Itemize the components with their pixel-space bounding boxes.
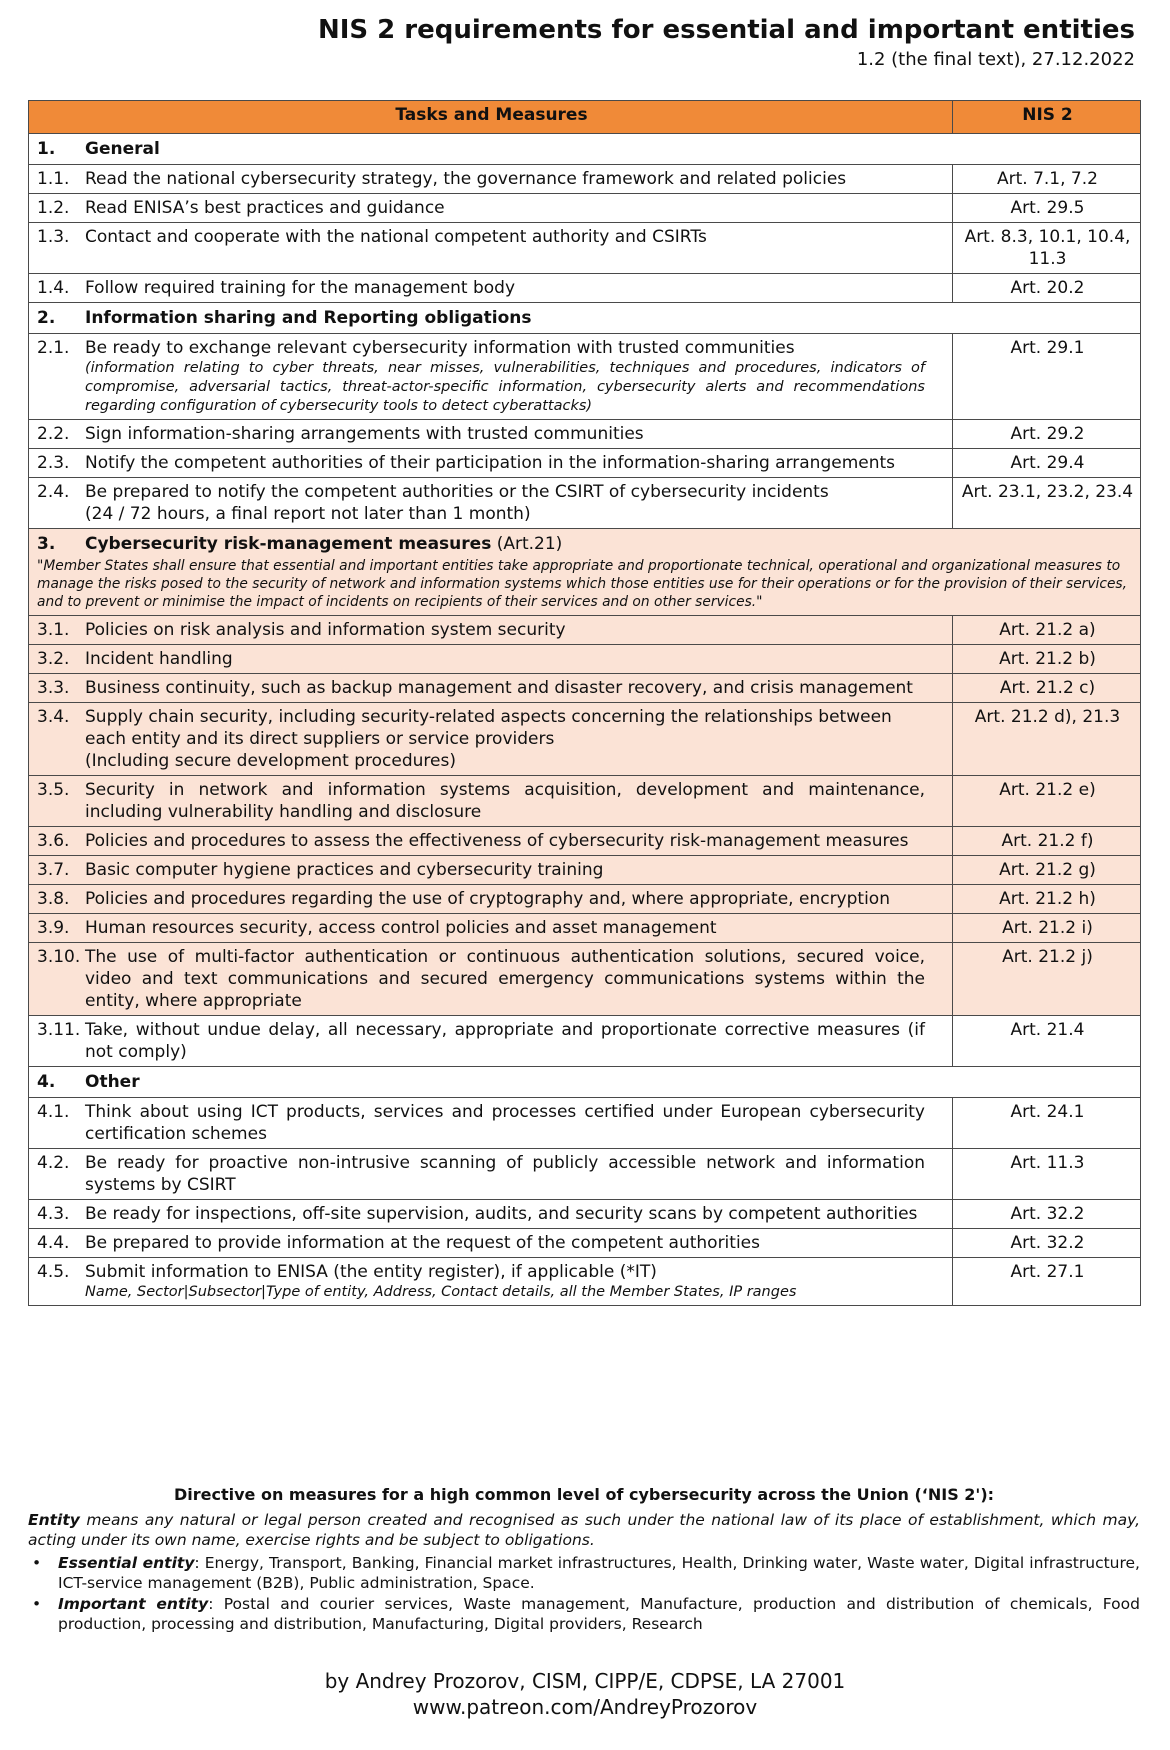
entity-term: Entity	[28, 1511, 80, 1529]
article-ref: Art. 20.2	[953, 274, 1141, 303]
row-number: 3.5.	[37, 780, 70, 800]
row-text: Be ready to exchange relevant cybersecurity information with trusted communities	[85, 338, 795, 358]
row-number: 3.7.	[37, 860, 70, 880]
essential-definition: : Energy, Transport, Banking, Financial market infrastructures, Health, Drinking water, Waste water, Digital infrastructure, ICT-service management (B2B), Public administration, Space.	[58, 1554, 1140, 1592]
article-ref: Art. 21.2 c)	[953, 674, 1141, 703]
section-ref: (Art.21)	[491, 534, 563, 554]
row-number: 4.2.	[37, 1153, 70, 1173]
author-url: www.patreon.com/AndreyProzorov	[412, 1695, 758, 1719]
article-ref: Art. 29.4	[953, 449, 1141, 478]
row-number: 1.4.	[37, 278, 70, 298]
row-number: 1.2.	[37, 198, 70, 218]
row-number: 4.5.	[37, 1262, 70, 1282]
table-row	[29, 616, 1141, 645]
important-term: Important entity	[58, 1595, 209, 1613]
article-ref: Art. 21.2 j)	[953, 943, 1141, 1016]
article-ref: Art. 29.2	[953, 420, 1141, 449]
essential-term: Essential entity	[58, 1554, 195, 1572]
table-row	[29, 1258, 1141, 1306]
article-ref: Art. 24.1	[953, 1098, 1141, 1149]
entity-types-list	[28, 1553, 1140, 1635]
section-header-other	[29, 1067, 1141, 1098]
row-text: Incident handling	[85, 649, 233, 669]
row-text: Policies and procedures to assess the effectiveness of cybersecurity risk-management measures	[85, 831, 909, 851]
table-row	[29, 478, 1141, 529]
table-row	[29, 274, 1141, 303]
row-text-line1: Supply chain security, including security-related aspects concerning the relationships between each entity and its direct suppliers or service providers	[85, 707, 892, 749]
table-row	[29, 1098, 1141, 1149]
article-ref: Art. 32.2	[953, 1200, 1141, 1229]
row-text: Think about using ICT products, services and processes certified under European cybersecurity certification schemes	[85, 1102, 925, 1144]
section-number: 1.	[37, 139, 56, 159]
list-item-important	[28, 1594, 1140, 1634]
table-row	[29, 420, 1141, 449]
article-ref: Art. 32.2	[953, 1229, 1141, 1258]
bullet-icon: •	[32, 1595, 42, 1613]
row-number: 3.3.	[37, 678, 70, 698]
requirements-table	[28, 100, 1141, 1306]
row-number: 2.2.	[37, 424, 70, 444]
section-number: 3.	[37, 534, 56, 554]
directive-title: Directive on measures for a high common level of cybersecurity across the Union (‘NIS 2'):	[173, 1485, 995, 1504]
section-title: Cybersecurity risk-management measures	[85, 534, 492, 554]
article-ref: Art. 21.2 d), 21.3	[953, 703, 1141, 776]
row-number: 2.1.	[37, 338, 70, 358]
article-ref: Art. 27.1	[953, 1258, 1141, 1306]
section-title: Information sharing and Reporting obligations	[85, 308, 532, 328]
row-text-line2: (Including secure development procedures)	[85, 751, 456, 771]
article-ref: Art. 7.1, 7.2	[953, 165, 1141, 194]
article-ref: Art. 21.2 g)	[953, 856, 1141, 885]
row-text: Read the national cybersecurity strategy, the governance framework and related policies	[85, 169, 847, 189]
row-number: 4.4.	[37, 1233, 70, 1253]
table-row	[29, 885, 1141, 914]
table-row	[29, 674, 1141, 703]
row-text: Be ready for proactive non-intrusive scanning of publicly accessible network and information systems by CSIRT	[85, 1153, 925, 1195]
article-ref: Art. 21.4	[953, 1016, 1141, 1067]
row-text: Follow required training for the management body	[85, 278, 516, 298]
row-text: Contact and cooperate with the national competent authority and CSIRTs	[85, 227, 707, 247]
article-ref: Art. 21.2 h)	[953, 885, 1141, 914]
section-title: Other	[85, 1072, 140, 1092]
table-header-row	[29, 101, 1141, 134]
row-text: Human resources security, access control policies and asset management	[85, 918, 717, 938]
row-number: 3.4.	[37, 707, 70, 727]
row-note: Name, Sector|Subsector|Type of entity, Address, Contact details, all the Member States, IP ranges	[85, 1284, 797, 1300]
article-ref: Art. 21.2 b)	[953, 645, 1141, 674]
section-header-general	[29, 134, 1141, 165]
row-number: 3.2.	[37, 649, 70, 669]
article-ref: Art. 29.5	[953, 194, 1141, 223]
table-row	[29, 856, 1141, 885]
article-ref: Art. 11.3	[953, 1149, 1141, 1200]
section-number: 2.	[37, 308, 56, 328]
row-text: Notify the competent authorities of their participation in the information-sharing arrangements	[85, 453, 896, 473]
article-ref: Art. 21.2 a)	[953, 616, 1141, 645]
row-number: 4.3.	[37, 1204, 70, 1224]
page-title: NIS 2 requirements for essential and important entities	[317, 15, 1135, 45]
row-text: Security in network and information systems acquisition, development and maintenance, including vulnerability handling and disclosure	[85, 780, 925, 822]
entity-definition	[28, 1510, 1140, 1550]
row-text: Read ENISA’s best practices and guidance	[85, 198, 445, 218]
table-row	[29, 334, 1141, 420]
row-text: The use of multi-factor authentication or continuous authentication solutions, secured voice, video and text communications and secured emergency communications systems within the entity, where appropriate	[85, 947, 925, 1011]
row-text: Business continuity, such as backup management and disaster recovery, and crisis management	[85, 678, 913, 698]
row-text-line2: (24 / 72 hours, a final report not later than 1 month)	[85, 504, 531, 524]
row-number: 3.1.	[37, 620, 70, 640]
section-header-information-sharing	[29, 303, 1141, 334]
article-ref: Art. 21.2 e)	[953, 776, 1141, 827]
table-row	[29, 1229, 1141, 1258]
row-text: Policies and procedures regarding the use of cryptography and, where appropriate, encryption	[85, 889, 890, 909]
important-definition: : Postal and courier services, Waste management, Manufacture, production and distribution of chemicals, Food production, processing and distribution, Manufacturing, Digital providers, Research	[58, 1595, 1140, 1633]
table-row	[29, 776, 1141, 827]
list-item-essential	[28, 1553, 1140, 1593]
row-number: 3.9.	[37, 918, 70, 938]
table-row	[29, 703, 1141, 776]
row-number: 2.3.	[37, 453, 70, 473]
table-row	[29, 943, 1141, 1016]
row-number: 3.11.	[37, 1020, 81, 1040]
row-text: Be ready for inspections, off-site supervision, audits, and security scans by competent authorities	[85, 1204, 918, 1224]
section-number: 4.	[37, 1072, 56, 1092]
table-row	[29, 1149, 1141, 1200]
row-number: 1.3.	[37, 227, 70, 247]
table-row	[29, 1200, 1141, 1229]
section-quote: "Member States shall ensure that essential and important entities take appropriate and proportionate technical, operational and organizational measures to manage the risks posed to the security of network and information systems which those entities use for their operations or for the provision of their services, and to prevent or minimise the impact of incidents on recipients of their services and on other services."	[37, 558, 1128, 610]
section-header-risk-management	[29, 529, 1141, 616]
section-title: General	[85, 139, 160, 159]
table-row	[29, 165, 1141, 194]
table-row	[29, 827, 1141, 856]
row-text	[85, 706, 925, 772]
row-number: 3.8.	[37, 889, 70, 909]
article-ref: Art. 21.2 i)	[953, 914, 1141, 943]
row-text	[85, 481, 925, 525]
row-text: Be prepared to provide information at the request of the competent authorities	[85, 1233, 760, 1253]
article-ref: Art. 29.1	[953, 334, 1141, 420]
author-credit: by Andrey Prozorov, CISM, CIPP/E, CDPSE, LA 27001	[324, 1669, 846, 1693]
row-number: 4.1.	[37, 1102, 70, 1122]
article-ref: Art. 8.3, 10.1, 10.4, 11.3	[953, 223, 1141, 274]
row-text: Sign information-sharing arrangements with trusted communities	[85, 424, 644, 444]
entity-definition-text: means any natural or legal person created and recognised as such under the national law of its place of establishment, which may, acting under its own name, exercise rights and be subject to obligations.	[28, 1511, 1140, 1549]
column-header-nis2: NIS 2	[953, 101, 1141, 134]
article-ref: Art. 23.1, 23.2, 23.4	[953, 478, 1141, 529]
row-text: Policies on risk analysis and information system security	[85, 620, 566, 640]
table-row	[29, 194, 1141, 223]
row-text-line1: Be prepared to notify the competent authorities or the CSIRT of cybersecurity incidents	[85, 482, 829, 502]
table-row	[29, 223, 1141, 274]
row-number: 3.10.	[37, 947, 81, 967]
table-row	[29, 449, 1141, 478]
row-text: Basic computer hygiene practices and cybersecurity training	[85, 860, 604, 880]
row-number: 3.6.	[37, 831, 70, 851]
version-label: 1.2 (the final text), 27.12.2022	[856, 49, 1135, 70]
row-note: (information relating to cyber threats, near misses, vulnerabilities, techniques and procedures, indicators of compromise, adversarial tactics, threat-actor-specific information, cybersecurity alerts and recommendations regarding configuration of cybersecurity tools to detect cyberattacks)	[85, 360, 925, 414]
row-text: Take, without undue delay, all necessary, appropriate and proportionate corrective measures (if not comply)	[85, 1020, 925, 1062]
table-row	[29, 1016, 1141, 1067]
table-row	[29, 645, 1141, 674]
row-number: 1.1.	[37, 169, 70, 189]
row-text: Submit information to ENISA (the entity register), if applicable (*IT)	[85, 1262, 657, 1282]
table-row	[29, 914, 1141, 943]
row-number: 2.4.	[37, 482, 70, 502]
bullet-icon: •	[32, 1554, 42, 1572]
column-header-tasks: Tasks and Measures	[29, 101, 953, 134]
article-ref: Art. 21.2 f)	[953, 827, 1141, 856]
